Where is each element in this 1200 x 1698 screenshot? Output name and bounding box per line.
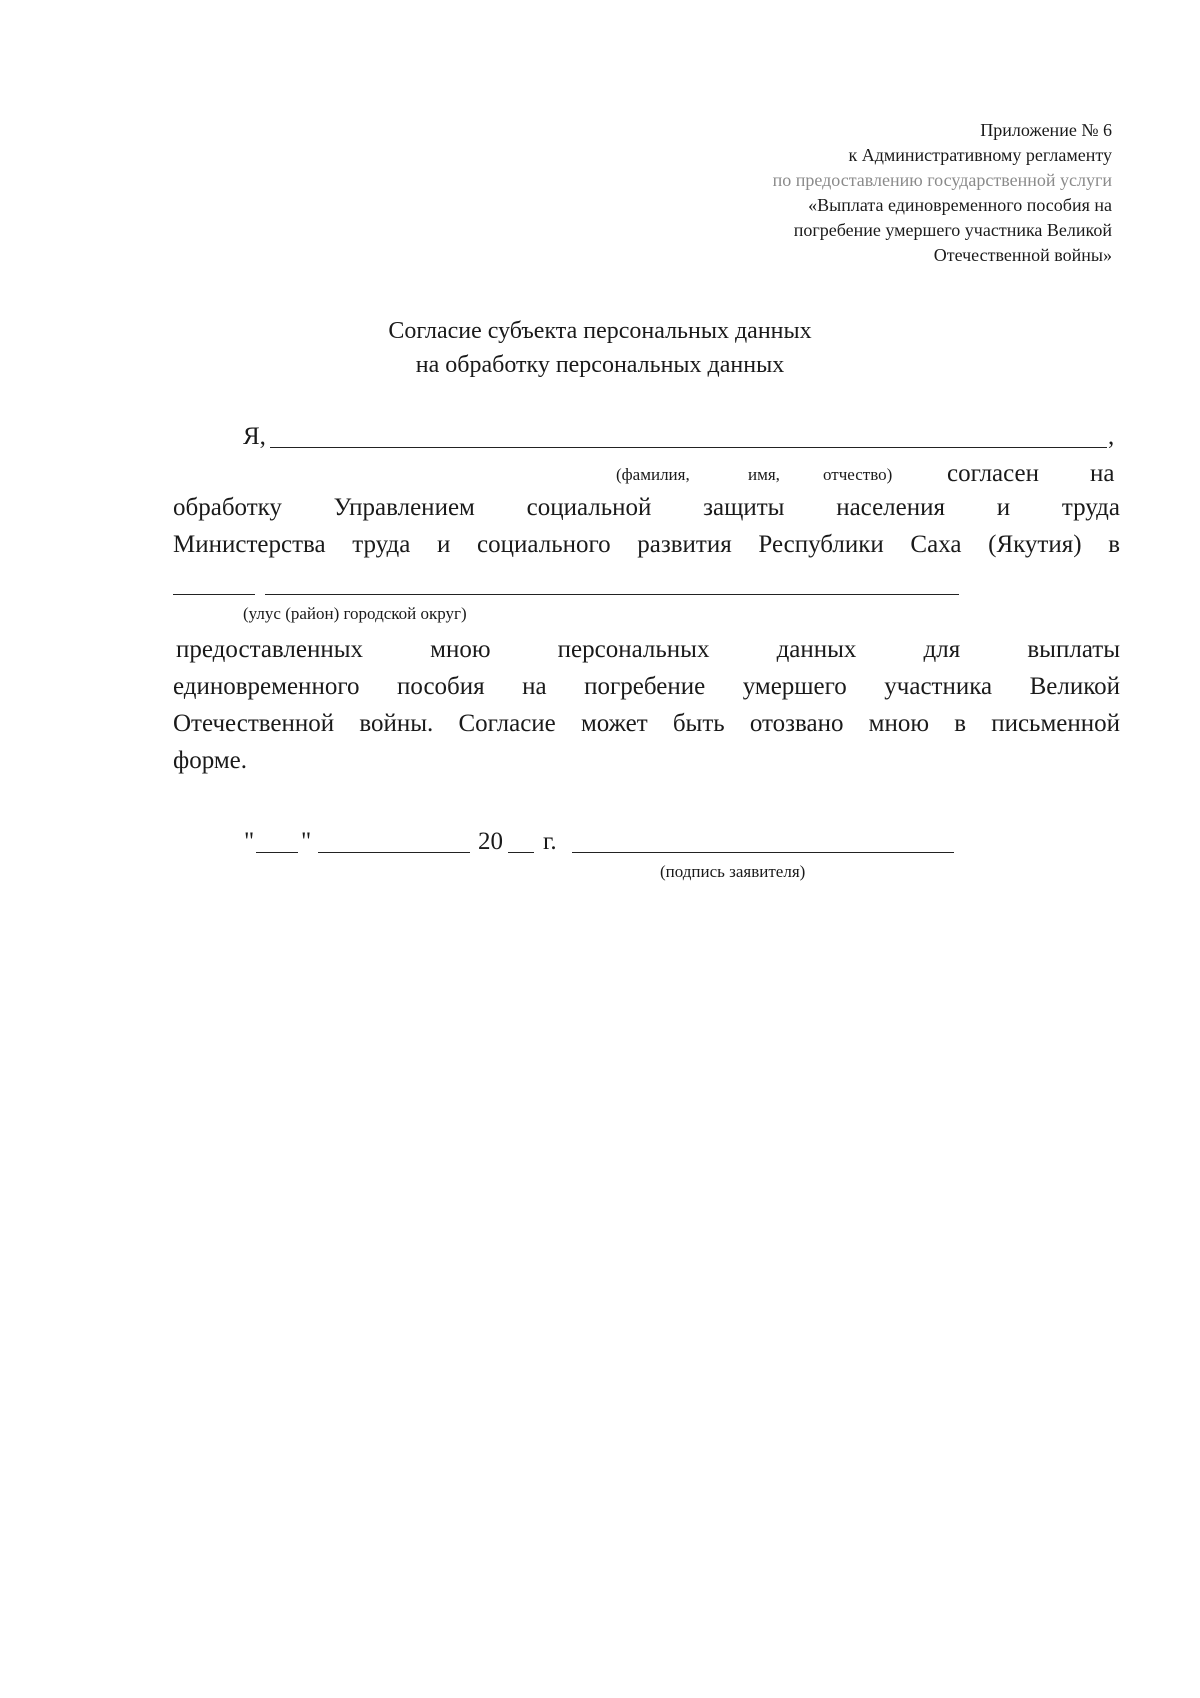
date-year-suffix: г.	[543, 828, 557, 855]
body-line-6: форме.	[173, 747, 247, 774]
fio-caption-surname: (фамилия,	[616, 465, 690, 484]
body-line-2: Министерства труда и социального развития Республики Саха (Якутия) в	[173, 531, 1120, 558]
document-title	[0, 314, 1200, 382]
date-day-underline	[256, 852, 298, 853]
appendix-number: Приложение № 6	[980, 120, 1112, 140]
fio-underline	[270, 447, 1107, 448]
body-line-5: Отечественной войны. Согласие может быть отозвано мною в письменной	[173, 710, 1120, 737]
title-line-1: Согласие субъекта персональных данных	[388, 318, 812, 344]
ya-label: Я,	[243, 423, 266, 450]
date-close-quote: "	[301, 828, 312, 855]
date-year-underline	[508, 852, 534, 853]
date-open-quote: "	[244, 828, 255, 855]
body-line-1: обработку Управлением социальной защиты населения и труда	[173, 494, 1120, 521]
signature-underline	[572, 852, 954, 853]
word-soglasen: согласен	[947, 460, 1040, 487]
district-caption: (улус (район) городской округ)	[243, 604, 467, 623]
appendix-header	[773, 118, 1112, 268]
appendix-service-name-2: погребение умершего участника Великой	[793, 220, 1112, 240]
district-underline-short	[173, 594, 255, 595]
signature-caption: (подпись заявителя)	[660, 862, 806, 881]
body-line-3: предоставленных мною персональных данных для выплаты	[176, 636, 1120, 663]
fio-caption-patronymic: отчество)	[823, 465, 893, 484]
fio-caption-row	[616, 460, 1120, 490]
date-month-underline	[318, 852, 470, 853]
word-na: на	[1090, 460, 1115, 487]
body-line-4: единовременного пособия на погребение умершего участника Великой	[173, 673, 1120, 700]
appendix-service-name-1: «Выплата единовременного пособия на	[808, 195, 1112, 215]
appendix-regulation: к Административному регламенту	[848, 145, 1112, 165]
district-underline-long	[265, 594, 959, 595]
title-line-2: на обработку персональных данных	[415, 352, 785, 378]
fio-comma: ,	[1108, 423, 1115, 450]
appendix-service-name-3: Отечественной войны»	[933, 245, 1112, 265]
appendix-service: по предоставлению государственной услуги	[772, 170, 1112, 190]
date-year-prefix: 20	[478, 828, 503, 855]
fio-caption-name: имя,	[748, 465, 780, 484]
signature-date-row	[0, 828, 1200, 868]
